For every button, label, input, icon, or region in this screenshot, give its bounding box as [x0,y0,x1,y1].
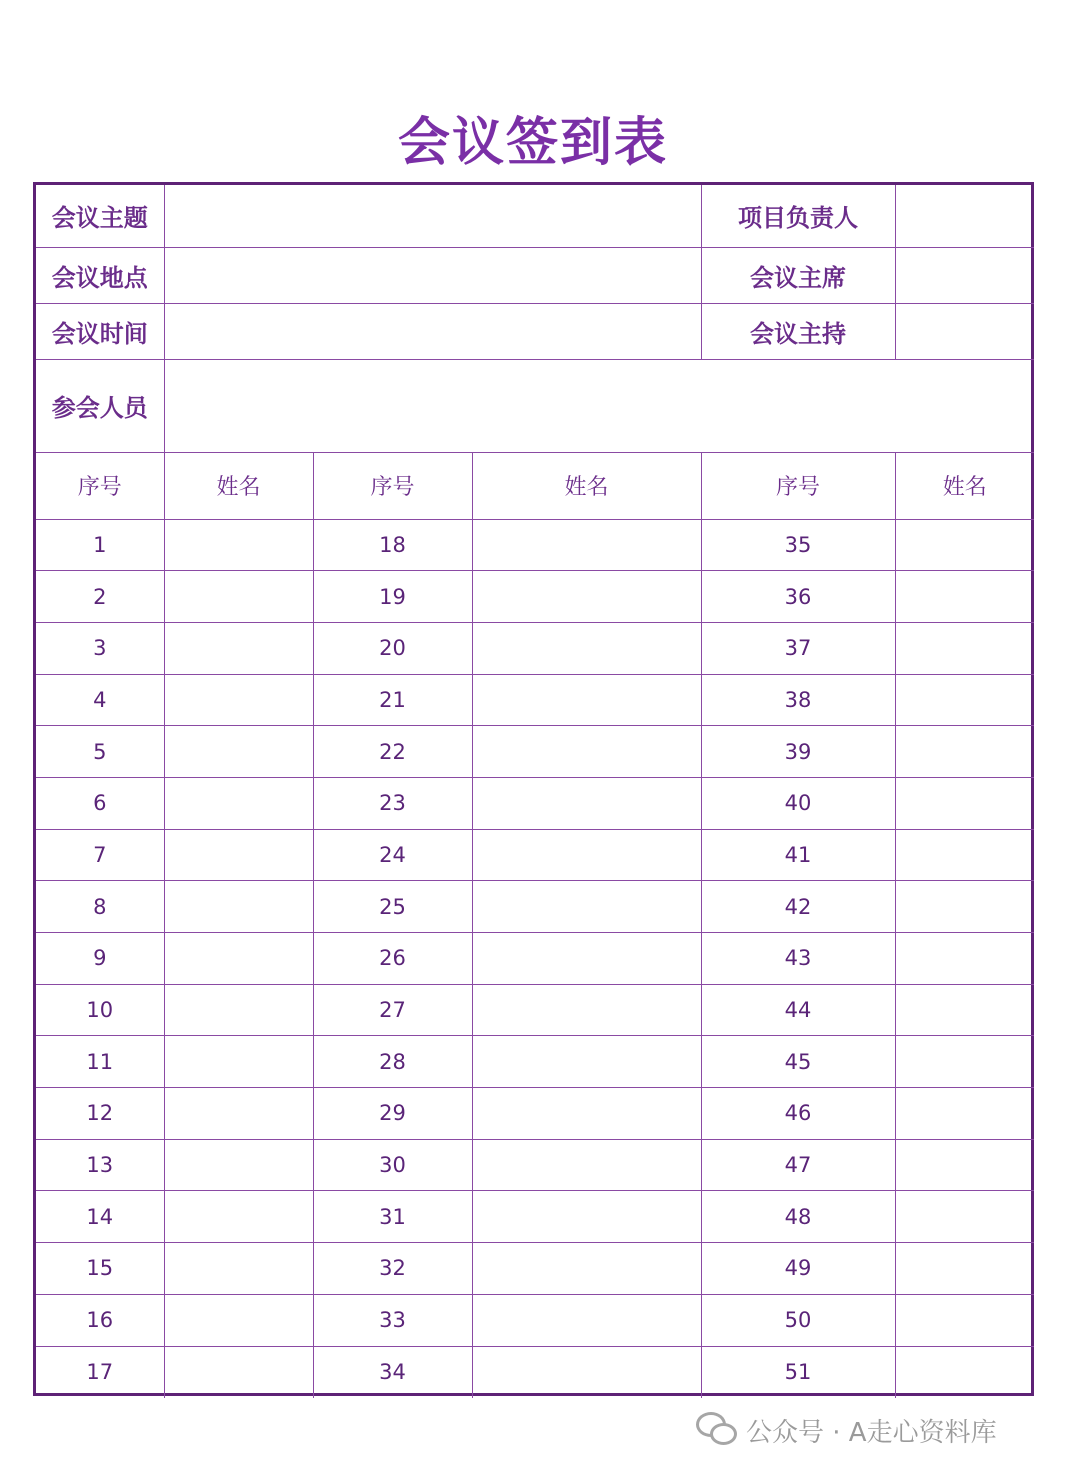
sign-in-sheet [33,182,1034,1396]
row-index: 39 [701,726,895,778]
name-cell[interactable] [164,1139,313,1191]
row-index: 11 [36,1036,164,1088]
name-cell[interactable] [164,726,313,778]
info-row-time [36,303,1034,359]
name-cell[interactable] [164,984,313,1036]
row-index: 25 [313,881,472,933]
name-cell[interactable] [164,1036,313,1088]
name-cell[interactable] [472,1191,701,1243]
name-cell[interactable] [472,1139,701,1191]
name-cell[interactable] [164,777,313,829]
name-cell[interactable] [164,1294,313,1346]
row-index: 48 [701,1191,895,1243]
column-header-name-3: 姓名 [895,452,1034,519]
topic-field[interactable] [164,185,701,247]
name-cell[interactable] [895,1088,1034,1140]
table-row [36,1036,1034,1088]
table-row [36,881,1034,933]
row-index: 22 [313,726,472,778]
column-header-name-1: 姓名 [164,452,313,519]
row-index: 13 [36,1139,164,1191]
table-row [36,519,1034,571]
row-index: 17 [36,1346,164,1398]
row-index: 40 [701,777,895,829]
name-cell[interactable] [472,674,701,726]
name-cell[interactable] [164,571,313,623]
name-cell[interactable] [164,933,313,985]
attendees-field[interactable] [164,359,1034,452]
owner-field[interactable] [895,185,1034,247]
wechat-icon [696,1412,738,1448]
row-index: 5 [36,726,164,778]
name-cell[interactable] [472,519,701,571]
row-index: 34 [313,1346,472,1398]
row-index: 27 [313,984,472,1036]
row-index: 4 [36,674,164,726]
row-index: 16 [36,1294,164,1346]
time-label: 会议时间 [36,303,164,359]
location-field[interactable] [164,247,701,303]
row-index: 42 [701,881,895,933]
name-cell[interactable] [895,829,1034,881]
row-index: 45 [701,1036,895,1088]
name-cell[interactable] [472,1294,701,1346]
name-cell[interactable] [472,881,701,933]
name-cell[interactable] [164,1191,313,1243]
column-header-name-2: 姓名 [472,452,701,519]
name-cell[interactable] [472,571,701,623]
row-index: 31 [313,1191,472,1243]
name-cell[interactable] [895,881,1034,933]
name-cell[interactable] [895,571,1034,623]
table-row [36,1294,1034,1346]
row-index: 6 [36,777,164,829]
table-row [36,984,1034,1036]
name-cell[interactable] [472,1088,701,1140]
row-index: 19 [313,571,472,623]
row-index: 38 [701,674,895,726]
name-cell[interactable] [895,674,1034,726]
row-index: 26 [313,933,472,985]
row-index: 7 [36,829,164,881]
name-cell[interactable] [895,1191,1034,1243]
table-row [36,1088,1034,1140]
row-index: 21 [313,674,472,726]
row-index: 8 [36,881,164,933]
name-cell[interactable] [895,1346,1034,1398]
name-cell[interactable] [472,1243,701,1295]
row-index: 23 [313,777,472,829]
column-header-row [36,452,1034,519]
name-cell[interactable] [895,1139,1034,1191]
name-cell[interactable] [895,519,1034,571]
row-index: 9 [36,933,164,985]
row-index: 32 [313,1243,472,1295]
row-index: 24 [313,829,472,881]
row-index: 37 [701,622,895,674]
name-cell[interactable] [472,984,701,1036]
table-row [36,571,1034,623]
table-row [36,829,1034,881]
row-index: 36 [701,571,895,623]
info-row-topic [36,185,1034,247]
table-row [36,1191,1034,1243]
table-row [36,674,1034,726]
page-title: 会议签到表 [397,113,668,173]
name-cell[interactable] [164,622,313,674]
info-row-attendees [36,359,1034,452]
row-index: 51 [701,1346,895,1398]
sign-in-table [36,185,1034,1398]
row-index: 15 [36,1243,164,1295]
name-cell[interactable] [164,1243,313,1295]
name-cell[interactable] [472,1036,701,1088]
name-cell[interactable] [472,829,701,881]
host-label: 会议主持 [701,303,895,359]
row-index: 46 [701,1088,895,1140]
name-cell[interactable] [472,622,701,674]
name-cell[interactable] [164,674,313,726]
time-field[interactable] [164,303,701,359]
footer-text: 公众号 · A走心资料库 [746,1417,997,1448]
table-row [36,933,1034,985]
name-cell[interactable] [164,519,313,571]
table-row [36,1139,1034,1191]
row-index: 47 [701,1139,895,1191]
name-cell[interactable] [895,622,1034,674]
column-header-index-1: 序号 [36,452,164,519]
table-row [36,622,1034,674]
name-cell[interactable] [895,933,1034,985]
name-cell[interactable] [895,726,1034,778]
row-index: 35 [701,519,895,571]
row-index: 2 [36,571,164,623]
row-index: 28 [313,1036,472,1088]
row-index: 14 [36,1191,164,1243]
name-cell[interactable] [895,984,1034,1036]
table-row [36,1346,1034,1398]
attendees-label: 参会人员 [36,359,164,452]
row-index: 33 [313,1294,472,1346]
row-index: 20 [313,622,472,674]
chair-label: 会议主席 [701,247,895,303]
table-row [36,726,1034,778]
table-row [36,777,1034,829]
column-header-index-3: 序号 [701,452,895,519]
location-label: 会议地点 [36,247,164,303]
name-cell[interactable] [472,933,701,985]
row-index: 41 [701,829,895,881]
row-index: 12 [36,1088,164,1140]
chair-field[interactable] [895,247,1034,303]
name-cell[interactable] [164,1346,313,1398]
name-cell[interactable] [164,1088,313,1140]
topic-label: 会议主题 [36,185,164,247]
name-cell[interactable] [895,1243,1034,1295]
row-index: 3 [36,622,164,674]
row-index: 43 [701,933,895,985]
column-header-index-2: 序号 [313,452,472,519]
name-cell[interactable] [472,726,701,778]
row-index: 1 [36,519,164,571]
table-row [36,1243,1034,1295]
row-index: 50 [701,1294,895,1346]
name-cell[interactable] [472,1346,701,1398]
owner-label: 项目负责人 [701,185,895,247]
name-cell[interactable] [164,829,313,881]
host-field[interactable] [895,303,1034,359]
footer-watermark [696,1408,997,1452]
name-cell[interactable] [895,1036,1034,1088]
row-index: 44 [701,984,895,1036]
row-index: 18 [313,519,472,571]
name-cell[interactable] [164,881,313,933]
name-cell[interactable] [472,777,701,829]
row-index: 10 [36,984,164,1036]
row-index: 29 [313,1088,472,1140]
row-index: 49 [701,1243,895,1295]
info-row-location [36,247,1034,303]
name-cell[interactable] [895,1294,1034,1346]
row-index: 30 [313,1139,472,1191]
name-cell[interactable] [895,777,1034,829]
